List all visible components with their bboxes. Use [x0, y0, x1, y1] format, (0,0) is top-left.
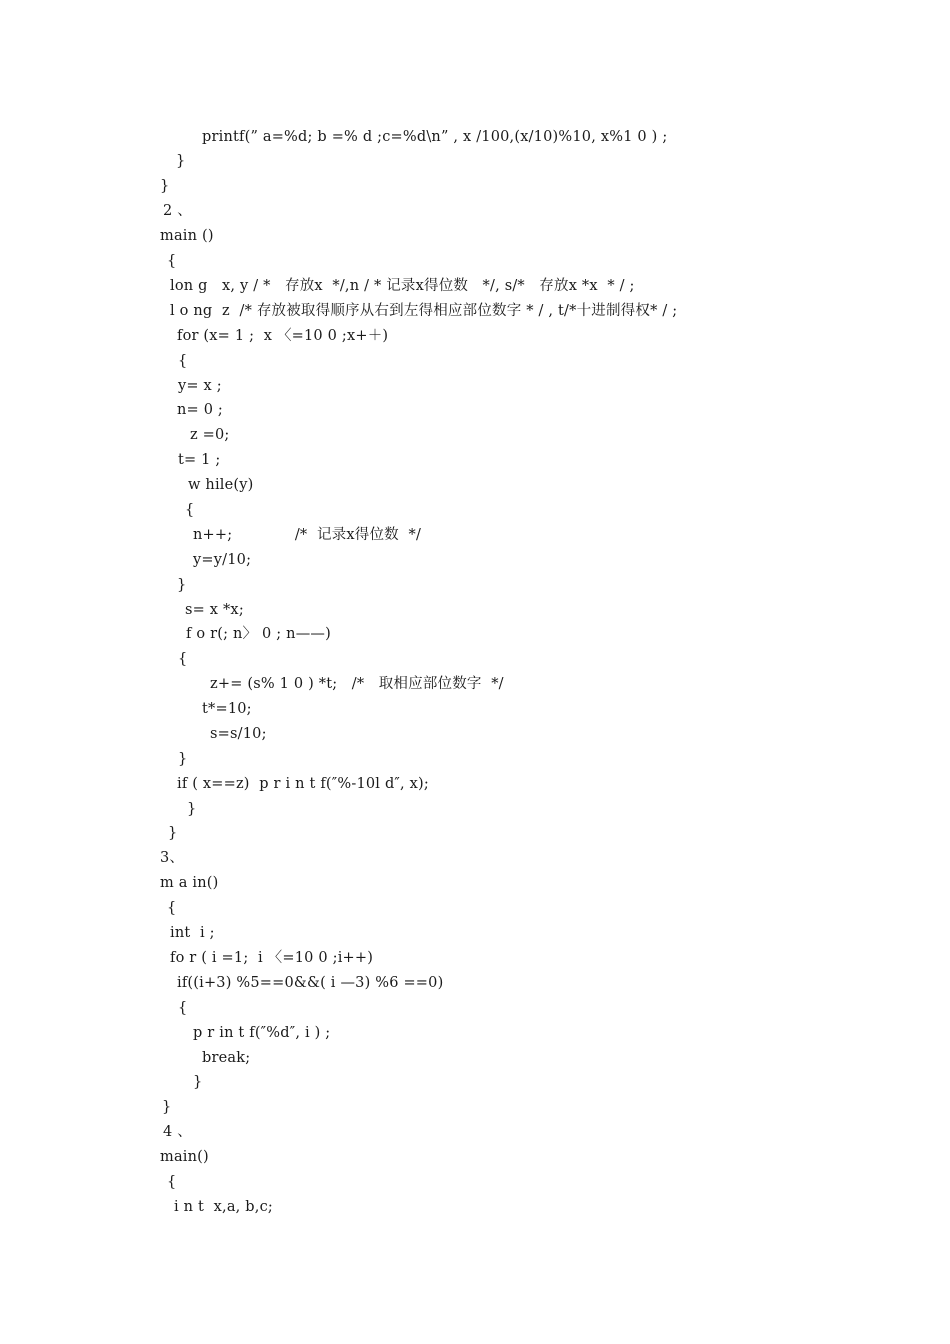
- code-line: y=y/10;: [193, 552, 252, 568]
- code-line: }: [160, 178, 170, 194]
- code-line: 2 、: [163, 203, 192, 219]
- code-line: if ( x==z) p r i n t f(″%-10l d″, x);: [177, 776, 429, 792]
- code-line: t= 1 ;: [178, 452, 221, 468]
- code-line: }: [187, 801, 197, 817]
- code-line: }: [193, 1074, 203, 1090]
- code-line: z+= (s% 1 0 ) *t; /* 取相应部位数字 */: [210, 676, 504, 692]
- code-line: main(): [160, 1149, 209, 1165]
- code-line: {: [167, 253, 177, 269]
- code-line: lon g x, y / * 存放x */,n / * 记录x得位数 */, s/* 存放x *x * / ;: [170, 278, 635, 294]
- code-line: if((i+3) %5==0&&( i —3) %6 ==0): [177, 975, 444, 991]
- code-line: t*=10;: [202, 701, 252, 717]
- code-line: main (): [160, 228, 214, 244]
- code-line: z =0;: [190, 427, 230, 443]
- code-line: y= x ;: [178, 378, 222, 394]
- code-line: 4 、: [163, 1124, 192, 1140]
- code-line: p r in t f(″%d″, i ) ;: [193, 1025, 331, 1041]
- code-line: {: [178, 651, 188, 667]
- code-line: int i ;: [170, 925, 215, 941]
- code-line: f o r(; n〉 0 ; n——): [186, 626, 331, 642]
- code-line: for (x= 1 ; x 〈=10 0 ;x+＋): [177, 328, 389, 344]
- code-line: fo r ( i =1; i 〈=10 0 ;i++): [170, 950, 374, 966]
- code-line: }: [162, 1099, 172, 1115]
- code-line: n= 0 ;: [177, 402, 224, 418]
- code-line: {: [178, 1000, 188, 1016]
- code-line: i n t x,a, b,c;: [174, 1199, 273, 1215]
- code-line: }: [178, 751, 188, 767]
- code-line: s= x *x;: [185, 602, 244, 618]
- code-line: }: [168, 825, 178, 841]
- code-line: break;: [202, 1050, 251, 1066]
- code-line: {: [185, 502, 195, 518]
- code-line: s=s/10;: [210, 726, 267, 742]
- code-line: {: [167, 900, 177, 916]
- code-line: }: [177, 577, 187, 593]
- code-line: {: [178, 353, 188, 369]
- code-line: m a in(): [160, 875, 219, 891]
- code-line: 3、: [160, 850, 185, 866]
- code-line: printf(” a=%d; b =% d ;c=%d\n” , x /100,(x/10)%10, x%1 0 ) ;: [202, 129, 668, 145]
- code-line: }: [176, 153, 186, 169]
- code-line: n++; /* 记录x得位数 */: [193, 527, 422, 543]
- code-line: w hile(y): [188, 477, 254, 493]
- code-line: {: [167, 1174, 177, 1190]
- code-line: l o ng z /* 存放被取得顺序从右到左得相应部位数字 * / , t/*十进制得权* / ;: [170, 303, 678, 319]
